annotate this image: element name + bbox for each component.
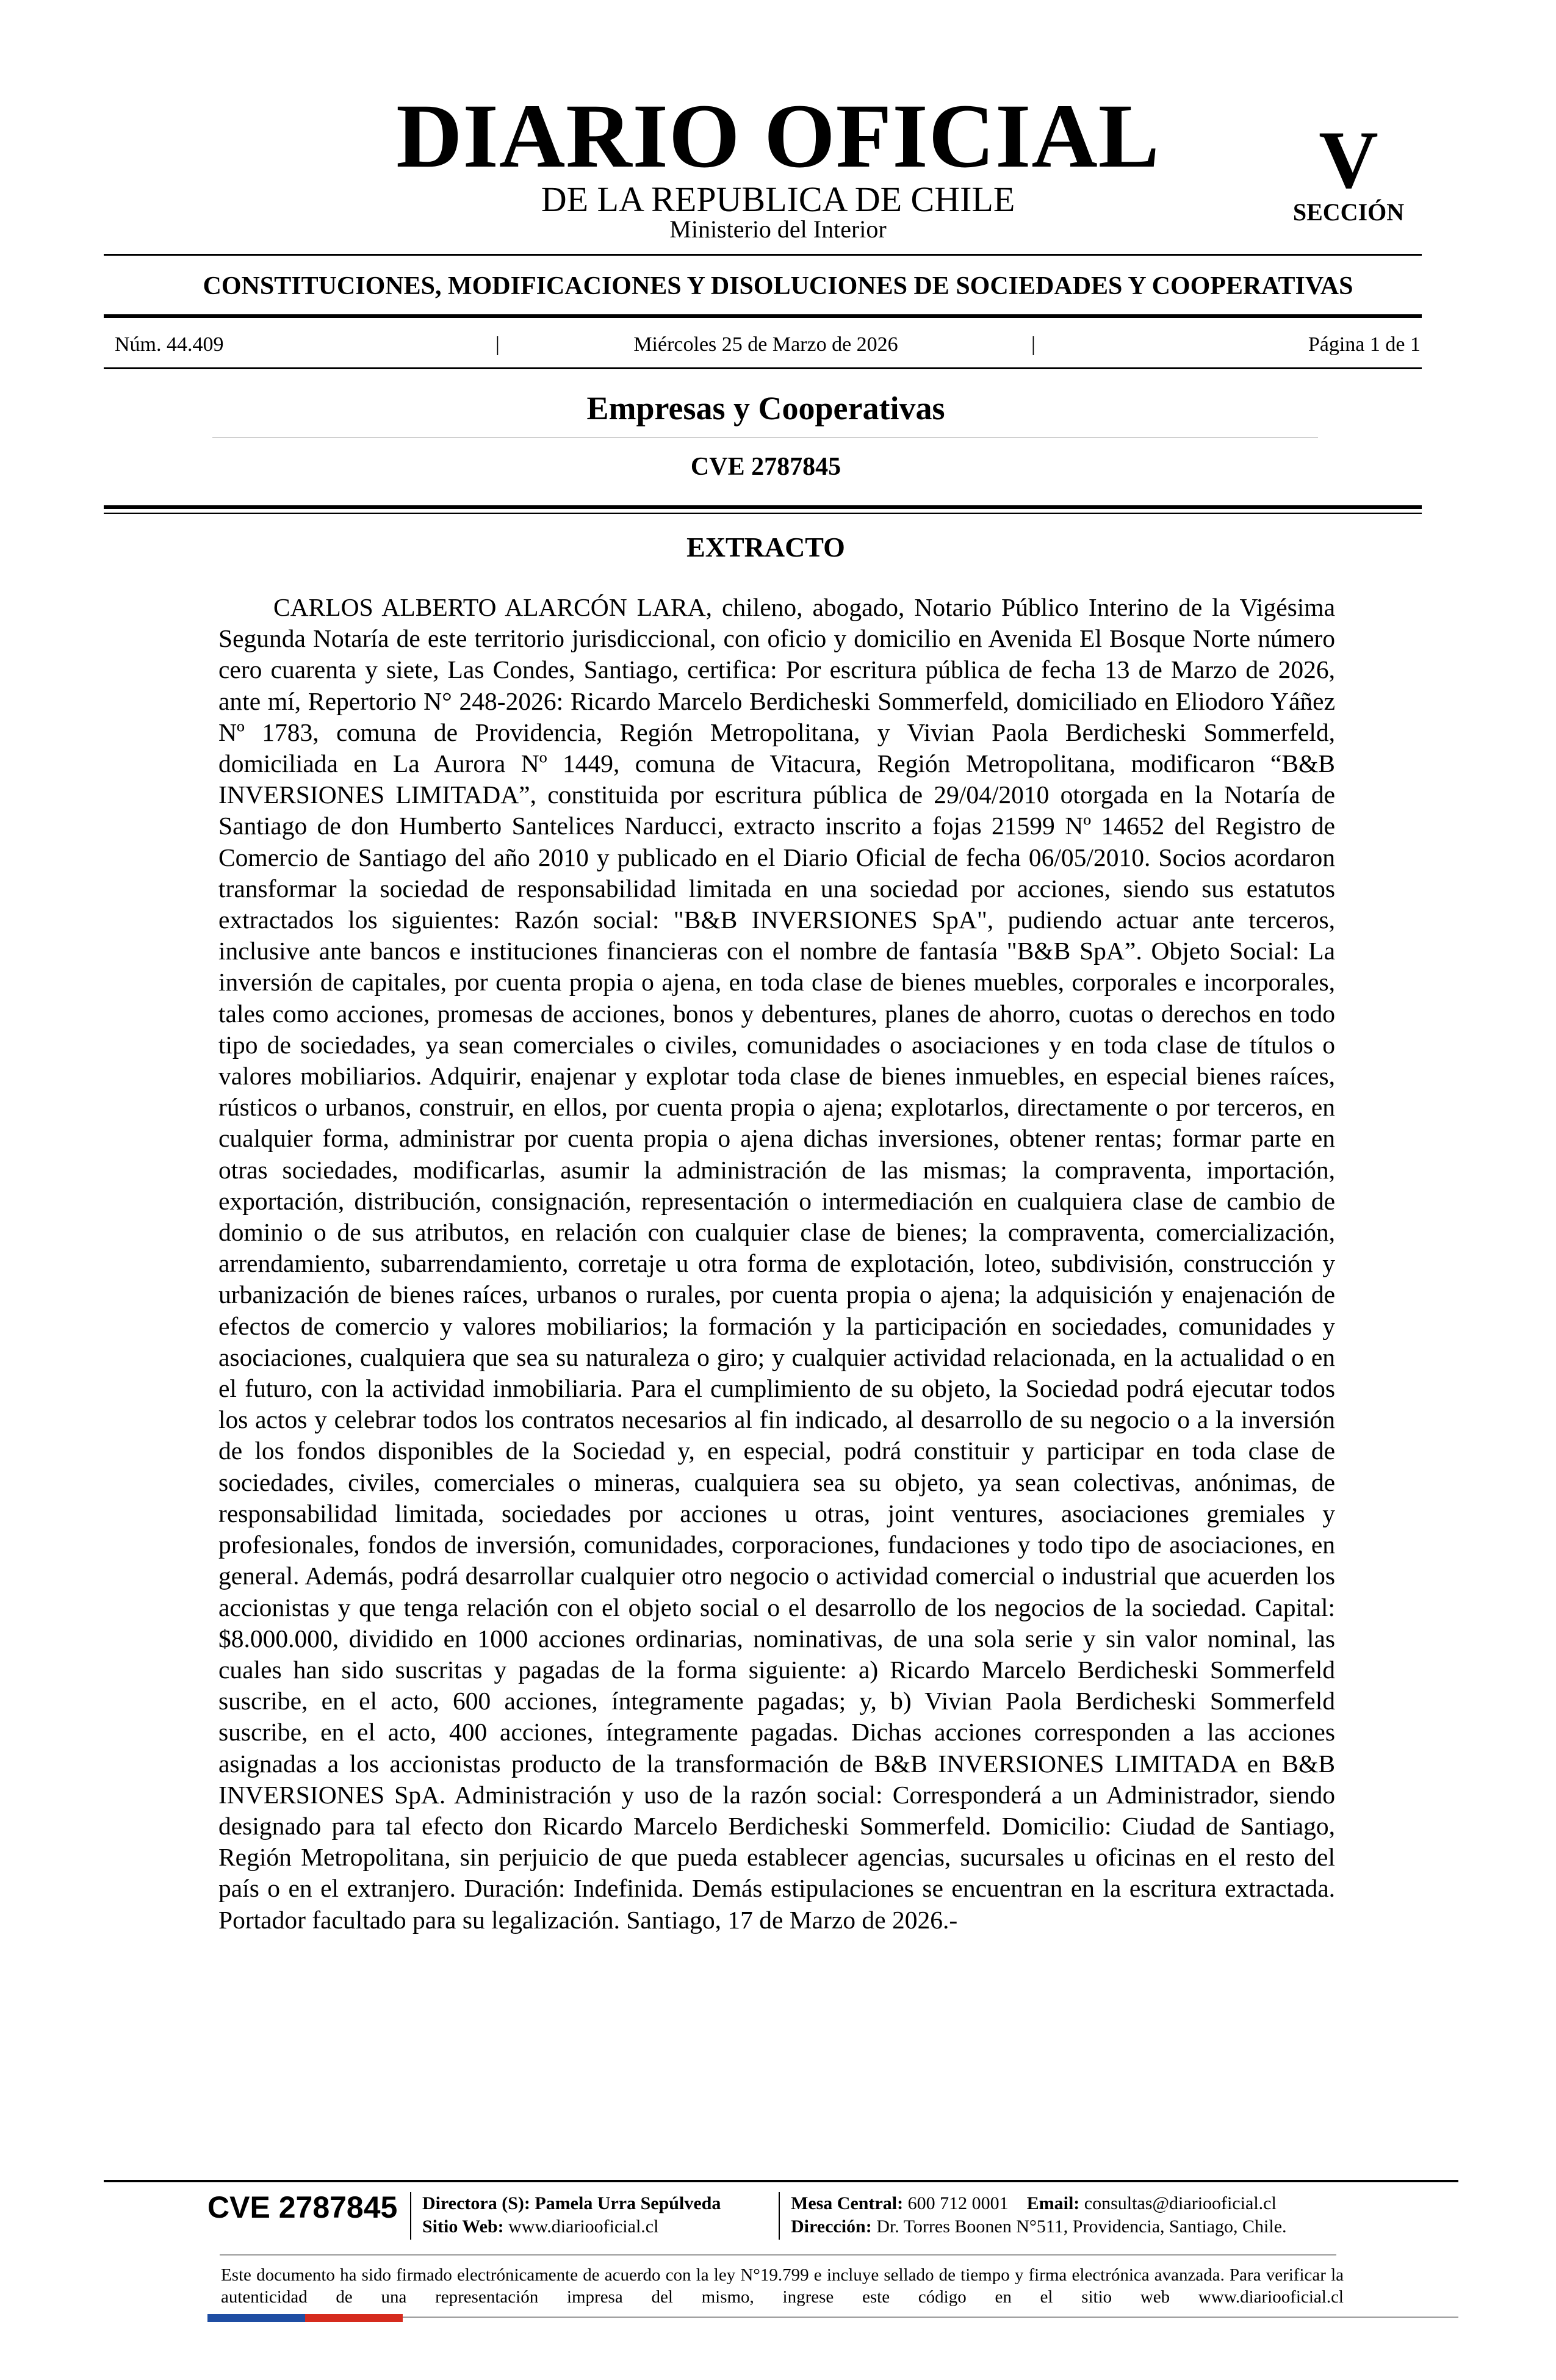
masthead-title: DIARIO OFICIAL — [396, 85, 1160, 187]
category-divider-top — [104, 314, 1422, 318]
issue-divider — [104, 367, 1422, 369]
header-divider-thin — [104, 513, 1422, 514]
section-letter: V — [1319, 115, 1378, 206]
cve-code: CVE 2787845 — [690, 453, 841, 481]
issue-page: Página 1 de 1 — [1308, 333, 1421, 356]
footer-address-label: Dirección: — [791, 2216, 872, 2237]
footer-email-link[interactable]: consultas@diariooficial.cl — [1084, 2193, 1277, 2213]
document-body: CARLOS ALBERTO ALARCÓN LARA, chileno, abogado, Notario Público Interino de la Vigésima Segunda Notaría de este territorio jurisdiccional, con oficio y domicilio en Avenida El Bosque Norte número cero cuarenta y siete, Las Condes, Santiago, certifica: Por escritura pública de fecha 13 de Marzo de 2026, ante mí, Repertorio N° 248-2026: Ricardo Marcelo Berdicheski Sommerfeld, domiciliado en Eliodoro Yáñez Nº 1783, comuna de Providencia, Región Metropolitana, y Vivian Paola Berdicheski Sommerfeld, domiciliada en La Aurora Nº 1449, comuna de Vitacura, Región Metropolitana, modificaron “B&B INVERSIONES LIMITADA”, constituida por escritura pública de 29/04/2010 otorgada en la Notaría de Santiago de don Humberto Santelices Narducci, extracto inscrito a fojas 21599 Nº 14652 del Registro de Comercio de Santiago del año 2010 y publicado en el Diario Oficial de fecha 06/05/2010. Socios acordaron transformar la sociedad de responsabilidad limitada en una sociedad por acciones, siendo sus estatutos extractados los siguientes: Razón social: "B&B INVERSIONES SpA", pudiendo actuar ante terceros, inclusive ante bancos e instituciones financieras con el nombre de fantasía "B&B SpA”. Objeto Social: La inversión de capitales, por cuenta propia o ajena, en toda clase de bienes muebles, corporales e incorporales, tales como acciones, promesas de acciones, bonos y debentures, planes de ahorro, cuotas o derechos en todo tipo de sociedades, ya sean comerciales o civiles, comunidades o asociaciones y en toda clase de títulos o valores mobiliarios. Adquirir, enajenar y explotar toda clase de bienes inmuebles, en especial bienes raíces, rústicos o urbanos, construir, en ellos, por cuenta propia o ajena; explotarlos, directamente o por terceros, en cualquier forma, administrar por cuenta propia o ajena dichas inversiones, obtener rentas; formar parte en otras sociedades, modificarlas, asumir la administración de las mismas; la compraventa, importación, exportación, distribución, consignación, representación o intermediación en cualquiera clase de cambio de dominio o de sus atributos, en relación con cualquier clase de bienes; la compraventa, comercialización, arrendamiento, subarrendamiento, corretaje u otra forma de explotación, loteo, subdivisión, construcción y urbanización de bienes raíces, urbanos o rurales, por cuenta propia o ajena; la adquisición y enajenación de efectos de comercio y valores mobiliarios; la formación y la participación en sociedades, comunidades y asociaciones, cualquiera que sea su naturaleza o giro; y cualquier actividad relacionada, en la actualidad o en el futuro, con la actividad inmobiliaria. Para el cumplimiento de su objeto, la Sociedad podrá ejecutar todos los actos y celebrar todos los contratos necesarios al fin indicado, al desarrollo de su negocio o a la inversión de los fondos disponibles de la Sociedad y, en especial, podrá constituir y participar en toda clase de sociedades, civiles, comerciales o mineras, cualquiera sea su objeto, ya sean colectivas, anónimas, de responsabilidad limitada, sociedades por acciones u otras, joint ventures, asociaciones gremiales y profesionales, fondos de inversión, comunidades, corporaciones, fundaciones y todo tipo de asociaciones, en general. Además, podrá desarrollar cualquier otro negocio o actividad comercial o industrial que acuerden los accionistas y que tenga relación con el objeto social o el desarrollo de los negocios de la sociedad. Capital: $8.000.000, dividido en 1000 acciones ordinarias, nominativas, de una sola serie y sin valor nominal, las cuales han sido suscritas y pagadas de la forma siguiente: a) Ricardo Marcelo Berdicheski Sommerfeld suscribe, en el acto, 600 acciones, íntegramente pagadas; y, b) Vivian Paola Berdicheski Sommerfeld suscribe, en el acto, 400 acciones, íntegramente pagadas. Dichas acciones corresponden a las acciones asignadas a los accionistas producto de la transformación de B&B INVERSIONES LIMITADA en B&B INVERSIONES SpA. Administración y uso de la razón social: Corresponderá a un Administrador, siendo designado para tal efecto don Ricardo Marcelo Berdicheski Sommerfeld. Domicilio: Ciudad de Santiago, Región Metropolitana, sin perjuicio de que pueda establecer agencias, sucursales u oficinas en el resto del país o en el extranjero. Duración: Indefinida. Demás estipulaciones se encuentran en la escritura extractada. Portador facultado para su legalización. Santiago, 17 de Marzo de 2026.- — [218, 593, 1335, 1934]
footer-note-divider — [220, 2254, 1336, 2256]
footer-address — [791, 2218, 1287, 2236]
footer-address-value: Dr. Torres Boonen N°511, Providencia, Santiago, Chile. — [876, 2216, 1287, 2237]
footer-column-divider — [779, 2192, 780, 2240]
section-title: Empresas y Cooperativas — [586, 390, 945, 427]
document-heading: EXTRACTO — [686, 532, 845, 563]
footer-director — [422, 2194, 721, 2213]
flag-color-bar — [207, 2314, 403, 2322]
flag-red-segment — [305, 2314, 403, 2322]
footer-director-label: Directora (S): Pamela Urra Sepúlveda — [422, 2193, 721, 2213]
issue-date: Miércoles 25 de Marzo de 2026 — [633, 333, 898, 356]
footer-cve-code: CVE 2787845 — [207, 2190, 398, 2224]
masthead-subtitle: DE LA REPUBLICA DE CHILE — [541, 179, 1015, 219]
masthead-ministry: Ministerio del Interior — [669, 215, 887, 243]
footer-contact — [791, 2194, 1277, 2213]
footer-website — [422, 2218, 658, 2236]
footer-column-divider — [410, 2192, 411, 2240]
header-divider-thick — [104, 505, 1422, 509]
footer-website-label: Sitio Web: — [422, 2216, 504, 2237]
issue-separator: | — [495, 333, 500, 356]
footer-divider-top — [104, 2180, 1458, 2182]
issue-number: Núm. 44.409 — [115, 333, 224, 356]
footer-email-label: Email: — [1026, 2193, 1080, 2213]
footer-phone-value: 600 712 0001 — [907, 2193, 1009, 2213]
footer-phone-label: Mesa Central: — [791, 2193, 904, 2213]
section-label: SECCIÓN — [1292, 198, 1405, 226]
category-title: CONSTITUCIONES, MODIFICACIONES Y DISOLUCIONES DE SOCIEDADES Y COOPERATIVAS — [203, 272, 1353, 300]
issue-separator: | — [1031, 333, 1036, 356]
footer-website-link[interactable]: www.diariooficial.cl — [508, 2216, 659, 2237]
masthead-divider — [104, 254, 1422, 256]
section-title-underline — [212, 437, 1318, 438]
footer-signature-note: Este documento ha sido firmado electrónicamente de acuerdo con la ley N°19.799 e incluye sellado de tiempo y firma electrónica avanzada. Para verificar la autenticidad de una representación impresa del mismo, ingrese este código en el sitio web www.diariooficial.cl — [221, 2265, 1344, 2307]
flag-blue-segment — [207, 2314, 305, 2322]
